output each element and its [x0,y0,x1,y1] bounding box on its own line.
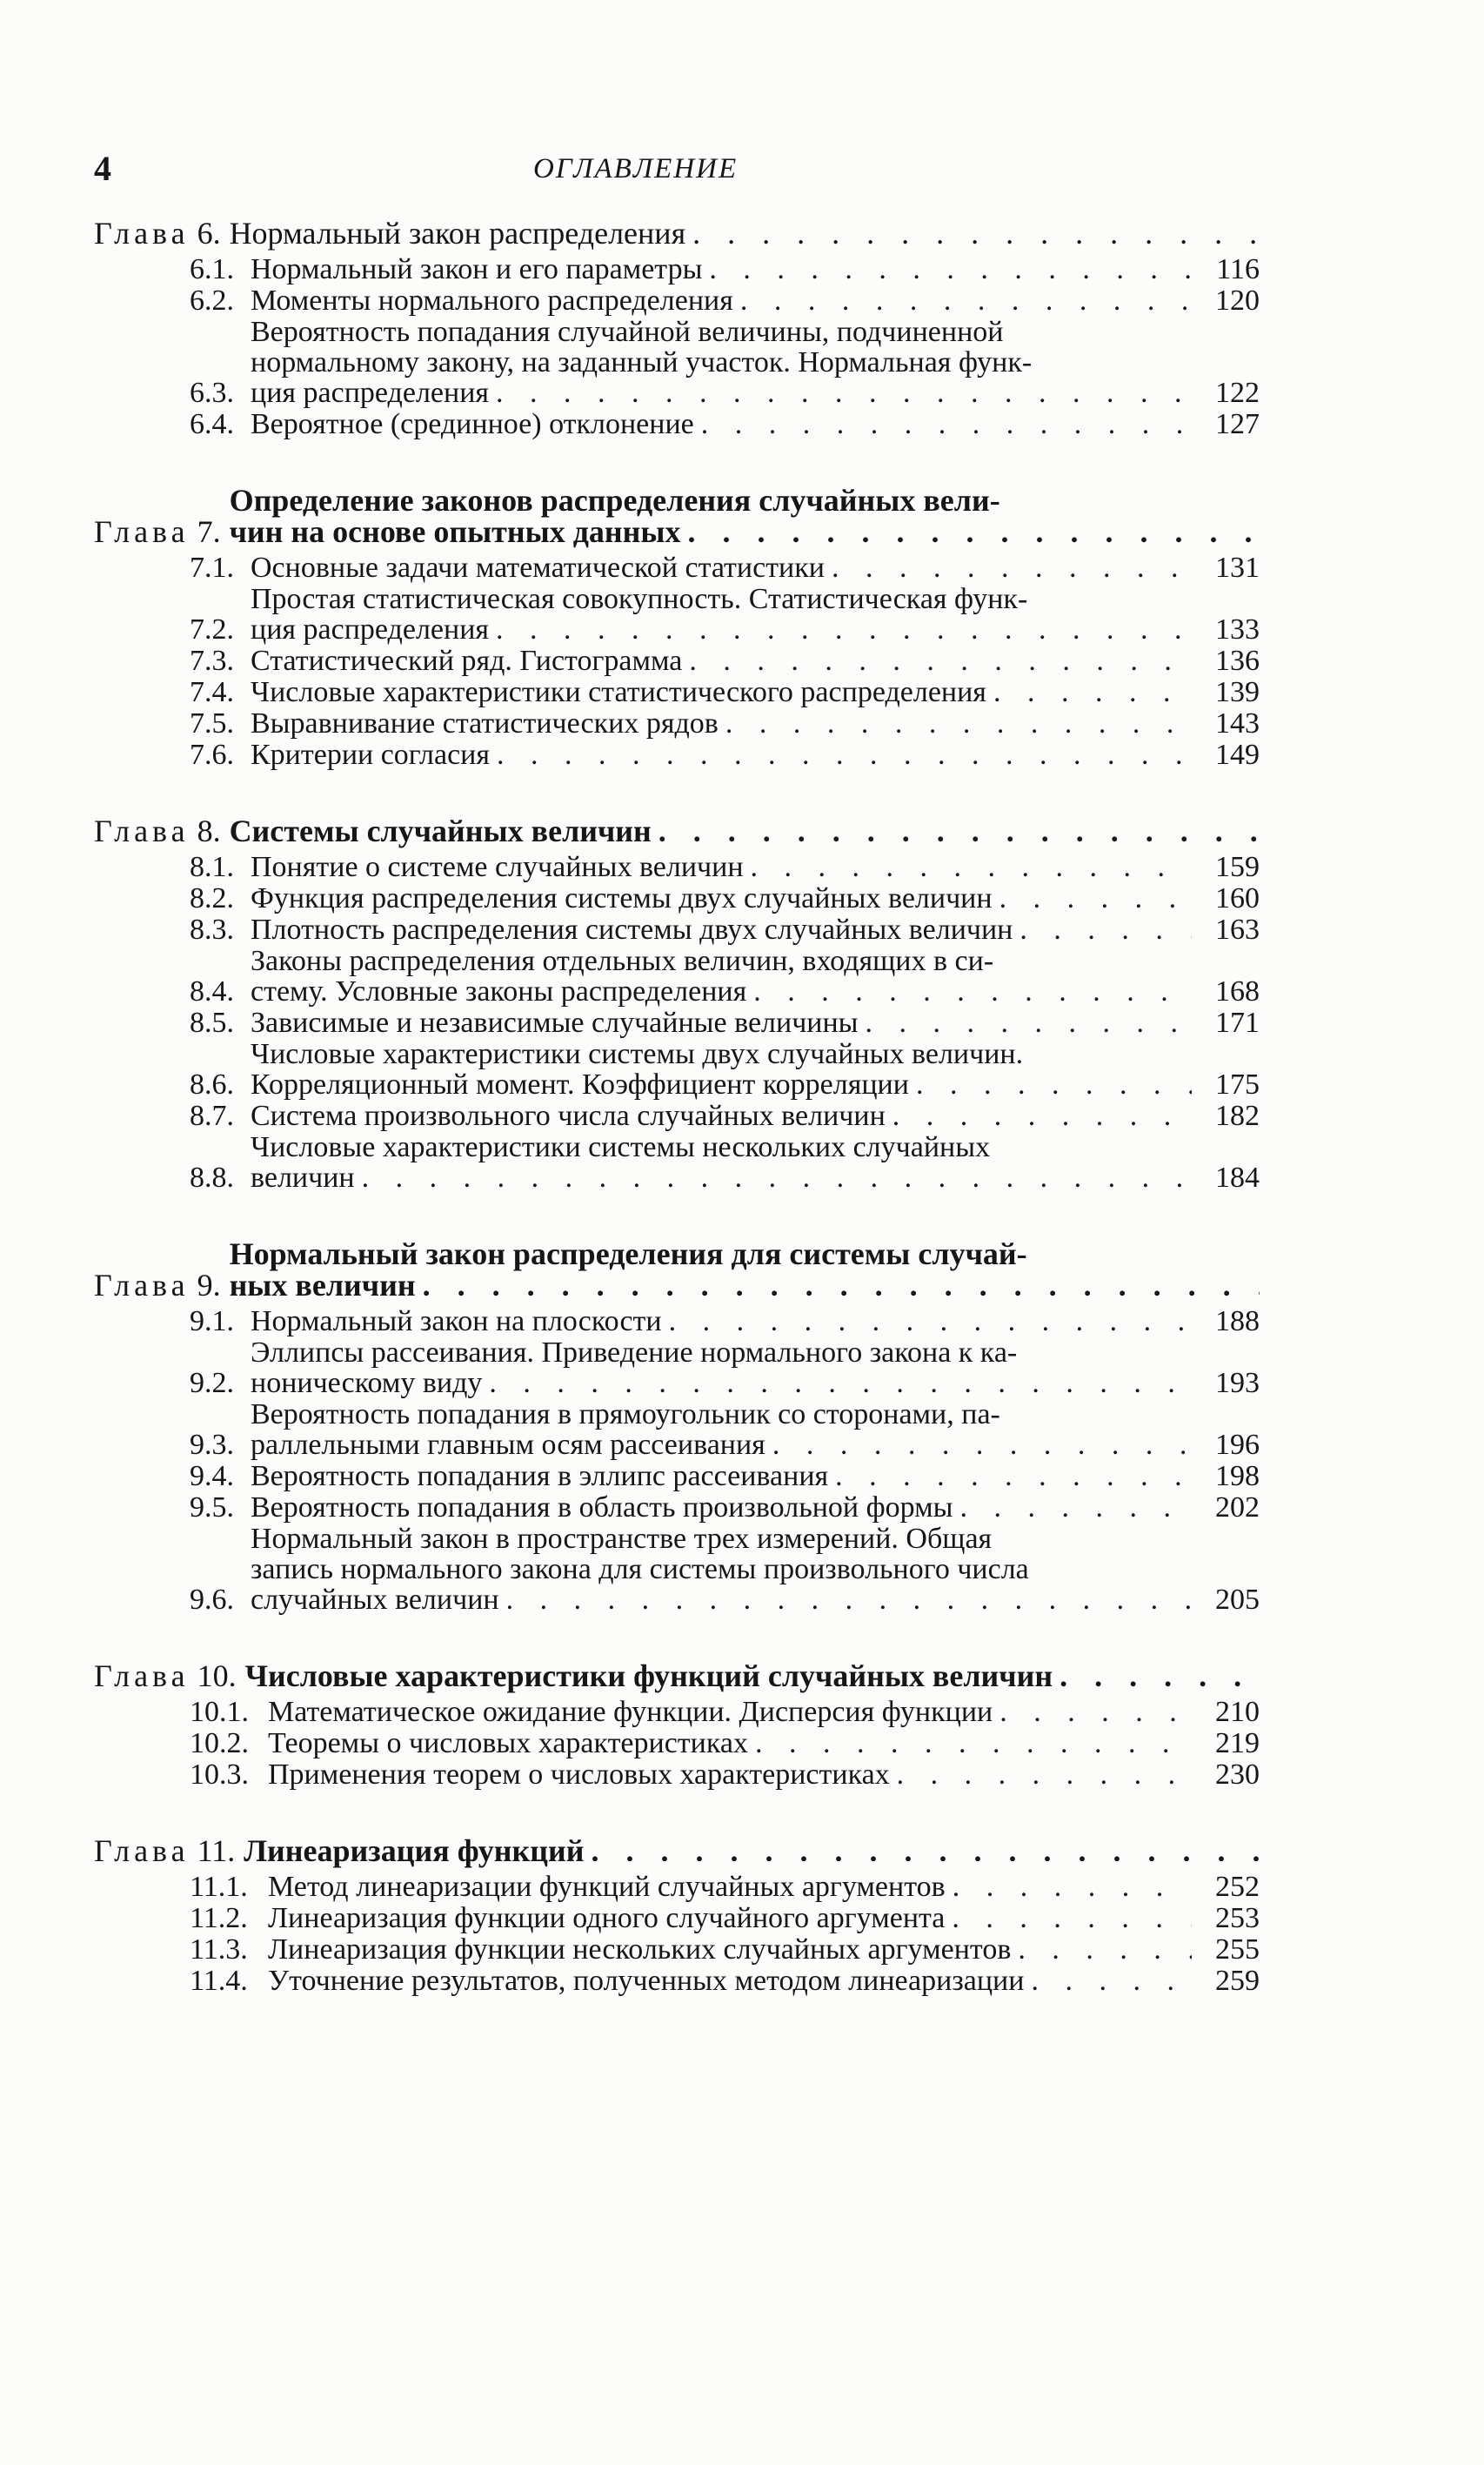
section-page-number: 182 [1215,1100,1260,1132]
section-title-line: Моменты нормального распределения [251,285,733,317]
section-title-line: Линеаризация функции одного случайного аргумента [268,1902,946,1934]
section-page-number: 202 [1215,1491,1260,1524]
page-header [94,148,1225,197]
chapter-title-line: чин на основе опытных данных [229,514,681,549]
chapter-label: Глава [94,1658,190,1693]
section-page-number: 193 [1215,1367,1260,1399]
section-title-line: Корреляционный момент. Коэффициент корреляции [251,1068,909,1101]
section-title-line: величин [251,1162,355,1194]
chapter-title-line: Системы случайных величин [229,814,652,848]
chapter-label: Глава [94,1833,190,1868]
section-page-number: 116 [1216,253,1260,285]
section-number: 10.3. [190,1758,249,1791]
section-number: 7.4. [190,676,234,708]
section-page-number: 149 [1215,739,1260,771]
section-number: 11.2. [190,1902,248,1934]
chapter-label: Глава [94,514,190,549]
page-number: 4 [94,149,111,188]
section-title-line: Выравнивание статистических рядов [251,707,719,740]
section-title-line: Плотность распределения системы двух случайных величин [251,914,1013,946]
section-page-number: 196 [1215,1429,1260,1461]
section-title-line: Вероятность попадания в эллипс рассеивания [251,1460,829,1492]
section-page-number: 136 [1215,645,1260,677]
chapter-number: 6. [189,216,221,251]
section-number: 6.1. [190,253,234,285]
section-page-number: 219 [1215,1727,1260,1759]
section-number: 7.2. [190,613,234,646]
section-number: 7.5. [190,707,234,740]
section-title-line: Законы распределения отдельных величин, входящих в си- [251,945,994,977]
section-title-line: Математическое ожидание функции. Дисперсия функции [268,1696,993,1728]
section-page-number: 198 [1215,1460,1260,1492]
section-title-line: Вероятность попадания случайной величины, подчиненной [251,316,1004,348]
section-number: 8.2. [190,882,234,914]
chapter-number: 7. [189,514,221,549]
running-title: ОГЛАВЛЕНИЕ [533,153,739,184]
section-title-line: Применения теорем о числовых характеристиках [268,1758,890,1791]
section-page-number: 255 [1215,1933,1260,1966]
section-page-number: 168 [1215,975,1260,1008]
section-page-number: 205 [1215,1584,1260,1616]
section-title-line: Эллипсы рассеивания. Приведение нормального закона к ка- [251,1336,1018,1369]
section-title-line: Понятие о системе случайных величин [251,851,744,883]
chapter-label: Глава [94,216,190,251]
section-title-line: Вероятность попадания в область произвольной формы [251,1491,953,1524]
chapter-block [94,1835,1260,1996]
section-page-number: 163 [1215,914,1260,946]
chapter-title-line: Числовые характеристики функций случайных величин [244,1658,1053,1693]
section-number: 9.1. [190,1305,234,1337]
section-page-number: 159 [1215,851,1260,883]
section-title-line: Вероятность попадания в прямоугольник со сторонами, па- [251,1398,1000,1430]
section-number: 8.4. [190,975,234,1008]
section-title-line: ция распределения [251,613,490,646]
section-page-number: 252 [1215,1871,1260,1903]
section-title-line: Простая статистическая совокупность. Статистическая функ- [251,583,1028,615]
chapter-label: Глава [94,814,190,848]
section-title-line: Вероятное (срединное) отклонение [251,408,694,440]
section-title-line: Теоремы о числовых характеристиках [268,1727,748,1759]
section-page-number: 122 [1215,377,1260,409]
chapter-page-number [94,218,1484,2465]
section-title-line: Числовые характеристики системы двух случайных величин. [251,1038,1024,1070]
section-title-line: Числовые характеристики статистического распределения [251,676,986,708]
section-number: 8.1. [190,851,234,883]
section-number: 7.6. [190,739,234,771]
section-page-number: 210 [1215,1696,1260,1728]
section-title-line: Нормальный закон на плоскости [251,1305,662,1337]
section-number: 10.2. [190,1727,249,1759]
section-number: 8.6. [190,1068,234,1101]
section-title-line: Функция распределения системы двух случайных величин [251,882,993,914]
section-title-line: Система произвольного числа случайных величин [251,1100,886,1132]
section-number: 11.1. [190,1871,248,1903]
section-page-number: 259 [1215,1965,1260,1997]
section-number: 9.5. [190,1491,234,1524]
section-number: 6.2. [190,285,234,317]
section-title-line: Зависимые и независимые случайные величины [251,1007,859,1039]
section-number: 11.3. [190,1933,248,1966]
section-title-line: Нормальный закон и его параметры [251,253,703,285]
section-number: 10.1. [190,1696,249,1728]
chapter-number: 10. [189,1658,237,1693]
section-number: 11.4. [190,1965,248,1997]
section-title-line: стему. Условные законы распределения [251,975,747,1008]
section-page-number: 143 [1215,707,1260,740]
section-number: 8.5. [190,1007,234,1039]
section-number: 8.3. [190,914,234,946]
section-number: 9.4. [190,1460,234,1492]
chapter-title-line: Нормальный закон распределения для системы случай- [229,1236,1027,1271]
section-number: 7.3. [190,645,234,677]
section-number: 8.7. [190,1100,234,1132]
section-page-number: 230 [1215,1758,1260,1791]
section-title-line: Уточнение результатов, полученных методом линеаризации [268,1965,1025,1997]
section-number: 7.1. [190,552,234,584]
section-page-number: 188 [1215,1305,1260,1337]
section-page-number: 160 [1215,882,1260,914]
section-page-number: 175 [1215,1068,1260,1101]
section-page-number: 131 [1215,552,1260,584]
chapter-title-line: ных величин [229,1268,416,1303]
section-page-number: 120 [1215,285,1260,317]
section-title-line: нормальному закону, на заданный участок. Нормальная функ- [251,346,1033,378]
table-of-contents [94,218,1260,2041]
section-page-number: 184 [1215,1162,1260,1194]
chapter-label: Глава [94,1268,190,1303]
section-number: 9.3. [190,1429,234,1461]
chapter-heading[interactable] [94,1835,1260,1866]
section-title-line: ноническому виду [251,1367,483,1399]
section-page-number: 127 [1215,408,1260,440]
chapter-title-line: Определение законов распределения случайных вели- [229,483,1000,518]
section-title-line: Статистический ряд. Гистограмма [251,645,683,677]
section-title-line: Критерии согласия [251,739,491,771]
chapter-title-line: Линеаризация функций [244,1833,585,1868]
chapter-number: 11. [189,1833,236,1868]
section-title-line: Числовые характеристики системы нескольких случайных [251,1131,991,1163]
section-title-line: раллельными главным осям рассеивания [251,1429,765,1461]
chapter-number: 8. [189,814,221,848]
section-number: 6.4. [190,408,234,440]
section-title-line: запись нормального закона для системы произвольного числа [251,1553,1029,1585]
section-title-line: Основные задачи математической статистики [251,552,825,584]
section-title-line: Нормальный закон в пространстве трех измерений. Общая [251,1523,993,1555]
section-title-line: случайных величин [251,1584,499,1616]
section-title-line: Метод линеаризации функций случайных аргументов [268,1871,946,1903]
section-page-number: 171 [1215,1007,1260,1039]
section-page-number: 253 [1215,1902,1260,1934]
section-number: 9.2. [190,1367,234,1399]
section-page-number: 139 [1215,676,1260,708]
section-page-number: 133 [1215,613,1260,646]
section-number: 9.6. [190,1584,234,1616]
chapter-title-line: Нормальный закон распределения [229,216,686,251]
section-number: 6.3. [190,377,234,409]
chapter-number: 9. [189,1268,221,1303]
section-number: 8.8. [190,1162,234,1194]
section-title-line: ция распределения [251,377,490,409]
section-title-line: Линеаризация функции нескольких случайных аргументов [268,1933,1012,1966]
